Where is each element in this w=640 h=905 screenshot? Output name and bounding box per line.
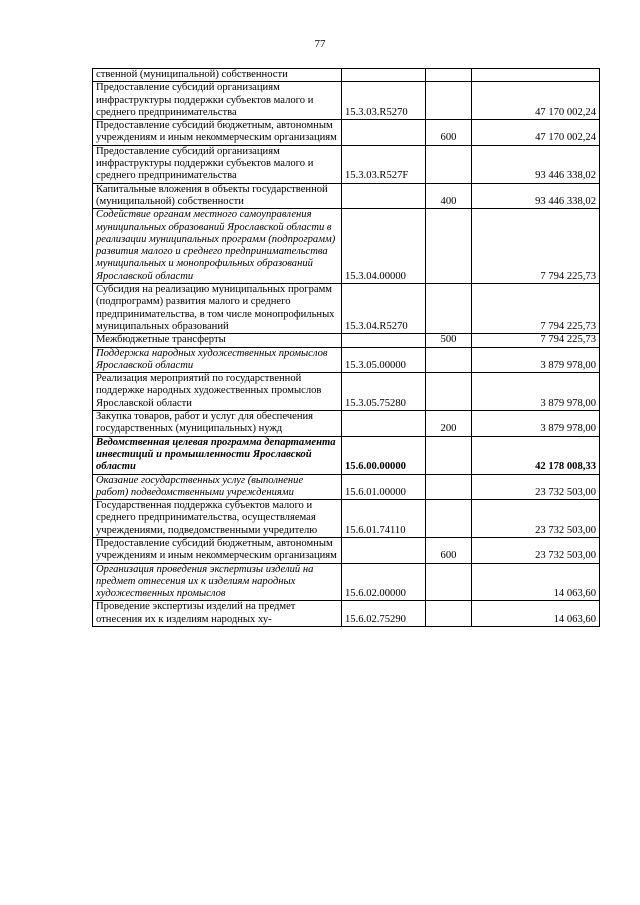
row-name: Поддержка народных художественных промыслов Ярославской области xyxy=(93,347,342,373)
row-name: Закупка товаров, работ и услуг для обеспечения государственных (муниципальных) нужд xyxy=(93,411,342,437)
row-amount: 23 732 503,00 xyxy=(472,474,600,500)
row-code: 15.3.04.R5270 xyxy=(342,284,426,334)
row-amount: 3 879 978,00 xyxy=(472,347,600,373)
row-expense-type xyxy=(426,209,472,284)
row-amount: 3 879 978,00 xyxy=(472,373,600,411)
row-name: ственной (муниципальной) собственности xyxy=(93,69,342,82)
row-code xyxy=(342,120,426,146)
row-name: Межбюджетные трансферты xyxy=(93,334,342,347)
budget-table xyxy=(92,68,600,627)
table-row xyxy=(93,347,600,373)
row-expense-type: 600 xyxy=(426,537,472,563)
row-code xyxy=(342,334,426,347)
row-amount: 23 732 503,00 xyxy=(472,537,600,563)
row-amount: 47 170 002,24 xyxy=(472,120,600,146)
row-name: Капитальные вложения в объекты государственной (муниципальной) собственности xyxy=(93,183,342,209)
row-amount: 7 794 225,73 xyxy=(472,284,600,334)
table-row xyxy=(93,334,600,347)
row-code: 15.6.00.00000 xyxy=(342,436,426,474)
row-expense-type xyxy=(426,474,472,500)
row-code xyxy=(342,411,426,437)
table-row xyxy=(93,563,600,601)
row-expense-type xyxy=(426,284,472,334)
row-code xyxy=(342,537,426,563)
table-row xyxy=(93,474,600,500)
row-expense-type: 400 xyxy=(426,183,472,209)
row-code xyxy=(342,183,426,209)
row-name: Организация проведения экспертизы изделий на предмет отнесения их к изделиям народных художественных промыслов xyxy=(93,563,342,601)
row-name: Предоставление субсидий бюджетным, автономным учреждениям и иным некоммерческим организациям xyxy=(93,120,342,146)
row-expense-type xyxy=(426,500,472,538)
row-code: 15.6.02.75290 xyxy=(342,601,426,627)
row-name: Оказание государственных услуг (выполнение работ) подведомственными учреждениями xyxy=(93,474,342,500)
row-code: 15.3.05.75280 xyxy=(342,373,426,411)
row-name: Ведомственная целевая программа департамента инвестиций и промышленности Ярославской области xyxy=(93,436,342,474)
row-name: Проведение экспертизы изделий на предмет отнесения их к изделиям народных ху- xyxy=(93,601,342,627)
table-row xyxy=(93,436,600,474)
row-amount: 42 178 008,33 xyxy=(472,436,600,474)
row-expense-type xyxy=(426,601,472,627)
row-name: Предоставление субсидий организациям инфраструктуры поддержки субъектов малого и среднего предпринимательства xyxy=(93,145,342,183)
row-code xyxy=(342,69,426,82)
row-expense-type xyxy=(426,69,472,82)
row-amount: 47 170 002,24 xyxy=(472,82,600,120)
row-expense-type xyxy=(426,82,472,120)
table-row xyxy=(93,411,600,437)
row-name: Предоставление субсидий бюджетным, автономным учреждениям и иным некоммерческим организациям xyxy=(93,537,342,563)
table-row xyxy=(93,209,600,284)
row-expense-type: 200 xyxy=(426,411,472,437)
page-number: 77 xyxy=(314,38,326,50)
row-code: 15.6.01.00000 xyxy=(342,474,426,500)
row-name: Реализация мероприятий по государственной поддержке народных художественных промыслов Ярославской области xyxy=(93,373,342,411)
row-amount: 7 794 225,73 xyxy=(472,334,600,347)
row-code: 15.3.03.R5270 xyxy=(342,82,426,120)
table-row xyxy=(93,284,600,334)
table-row xyxy=(93,373,600,411)
row-expense-type xyxy=(426,436,472,474)
row-amount: 93 446 338,02 xyxy=(472,145,600,183)
row-name: Предоставление субсидий организациям инфраструктуры поддержки субъектов малого и среднего предпринимательства xyxy=(93,82,342,120)
table-row xyxy=(93,537,600,563)
row-name: Субсидия на реализацию муниципальных программ (подпрограмм) развития малого и среднего предпринимательства, в том числе монопрофильных муниципальных образований xyxy=(93,284,342,334)
row-amount: 14 063,60 xyxy=(472,563,600,601)
table-row xyxy=(93,500,600,538)
row-amount: 14 063,60 xyxy=(472,601,600,627)
table-row xyxy=(93,145,600,183)
row-code: 15.6.02.00000 xyxy=(342,563,426,601)
row-amount: 93 446 338,02 xyxy=(472,183,600,209)
row-code: 15.3.04.00000 xyxy=(342,209,426,284)
row-expense-type xyxy=(426,145,472,183)
row-expense-type: 600 xyxy=(426,120,472,146)
row-amount: 3 879 978,00 xyxy=(472,411,600,437)
table-row xyxy=(93,183,600,209)
row-amount: 23 732 503,00 xyxy=(472,500,600,538)
row-amount xyxy=(472,69,600,82)
table-row xyxy=(93,601,600,627)
row-code: 15.6.01.74110 xyxy=(342,500,426,538)
row-expense-type xyxy=(426,347,472,373)
row-name: Государственная поддержка субъектов малого и среднего предпринимательства, осуществляемая учреждениями, подведомственными учредителю xyxy=(93,500,342,538)
row-name: Содействие органам местного самоуправления муниципальных образований Ярославской области в реализации муниципальных программ (подпрограмм) развития малого и среднего предпринимательства муниципальных и монопрофильных образований Ярославской области xyxy=(93,209,342,284)
row-code: 15.3.05.00000 xyxy=(342,347,426,373)
table-row xyxy=(93,120,600,146)
table-row xyxy=(93,82,600,120)
row-expense-type: 500 xyxy=(426,334,472,347)
table-row xyxy=(93,69,600,82)
row-expense-type xyxy=(426,563,472,601)
row-expense-type xyxy=(426,373,472,411)
row-amount: 7 794 225,73 xyxy=(472,209,600,284)
row-code: 15.3.03.R527F xyxy=(342,145,426,183)
